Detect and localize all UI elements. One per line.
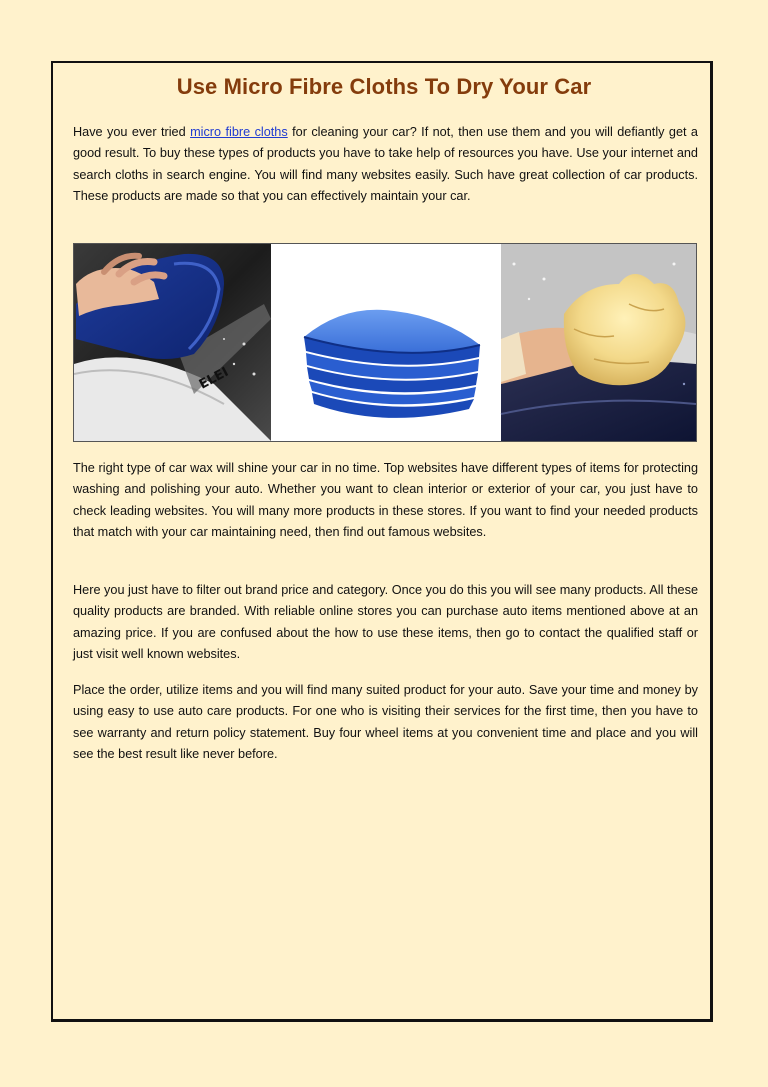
hand-wiping-car-photo: [74, 244, 271, 441]
body-paragraph-1: The right type of car wax will shine your car in no time. Top websites have different types of items for protecting washing and polishing your auto. Whether you want to clean interior or exterior of your car, you just have to check leading websites. You will many more products in these stores. If you want to find your needed products that match with your car maintaining need, then find out famous websites.: [73, 461, 698, 540]
intro-text-start: Have you ever tried: [73, 125, 191, 139]
wash-mitt-photo: [501, 244, 696, 441]
cloth-stack-photo: [271, 244, 501, 441]
product-photo-strip: [73, 243, 697, 442]
page-title: Use Micro Fibre Cloths To Dry Your Car: [176, 74, 592, 99]
body-paragraph-3: Place the order, utilize items and you will find many suited product for your auto. Save your time and money by using easy to use auto care products. For one who is visiting their services for the first time, then you have to see warranty and return policy statement. Buy four wheel items at you convenient time and place and you will see the best result like never before.: [73, 683, 698, 762]
svg-text:ELEI: ELEI: [196, 364, 232, 393]
micro-fibre-cloths-link[interactable]: micro fibre cloths: [190, 125, 288, 139]
body-paragraph-2: Here you just have to filter out brand price and category. Once you do this you will see many products. All these quality products are branded. With reliable online stores you can purchase auto items mentioned above at an amazing price. If you are confused about the how to use these items, then go to contact the qualified staff or just visit well known websites.: [73, 583, 698, 662]
intro-text-end: for cleaning your car? If not, then use them and you will defiantly get a good result. To buy these types of products you have to take help of resources you have. Use your internet and search cloths in search engine. You will find many websites easily. Such have great collection of car products. These products are made so that you can effectively maintain your car.: [73, 125, 698, 204]
intro-paragraph: [73, 122, 698, 208]
